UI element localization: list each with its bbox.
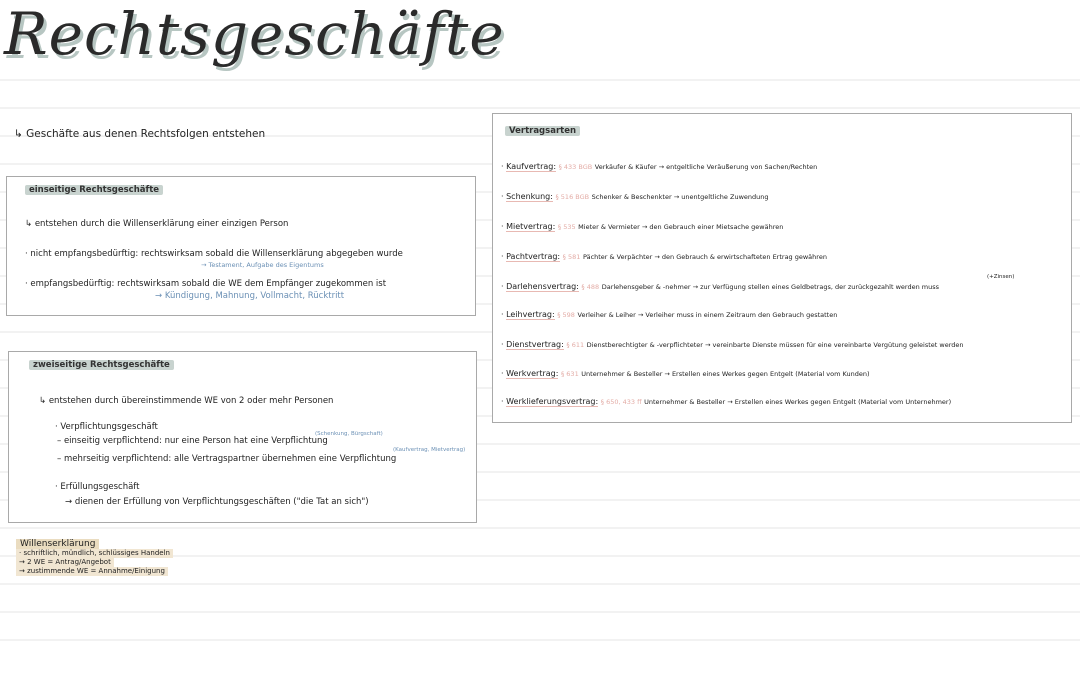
- einseitig-note: (Schenkung, Bürgschaft): [315, 431, 383, 437]
- list-item: · Leihvertrag: § 598 Verleiher & Leiher → Verleiher muss in einem Zeitraum den Gebrauch gestatten: [501, 310, 838, 319]
- list-item: · Dienstvertrag: § 611 Dienstberechtigter & -verpflichteter → vereinbarte Dienste müssen für eine vereinbarte Vergütung geleistet werden: [501, 340, 964, 349]
- list-item: · Werklieferungsvertrag: § 650, 433 ff Unternehmer & Besteller → Erstellen eines Werkes gegen Entgelt (Material vom Unternehmer): [501, 397, 952, 406]
- vertragsarten-box: [492, 113, 1072, 423]
- empfangsbeduerftig-text: rechtswirksam sobald die WE dem Empfänger zugekommen ist: [117, 279, 387, 289]
- page-subtitle: ↳ Geschäfte aus denen Rechtsfolgen entstehen: [14, 128, 266, 140]
- zweiseitige-definition: ↳ entstehen durch übereinstimmende WE von 2 oder mehr Personen: [39, 396, 334, 406]
- page-title: Rechtsgeschäfte: [4, 0, 505, 68]
- erfuellungsgeschaeft-term: · Erfüllungsgeschäft: [55, 482, 140, 492]
- willenserklaerung-line: · schriftlich, mündlich, schlüssiges Handeln: [16, 549, 173, 558]
- einseitige-heading: einseitige Rechtsgeschäfte: [25, 185, 163, 195]
- list-item: · Kaufvertrag: § 433 BGB Verkäufer & Käufer → entgeltliche Veräußerung von Sachen/Rechten: [501, 162, 818, 171]
- willenserklaerung-line: → zustimmende WE = Annahme/Einigung: [16, 567, 168, 576]
- empfangsbeduerftig-example: → Kündigung, Mahnung, Vollmacht, Rücktritt: [155, 291, 345, 301]
- zweiseitige-box: [8, 351, 477, 523]
- zinsen-note: (+Zinsen): [987, 274, 1015, 280]
- verpflichtungsgeschaeft-term: · Verpflichtungsgeschäft: [55, 422, 158, 432]
- list-item: · Werkvertrag: § 631 Unternehmer & Besteller → Erstellen eines Werkes gegen Entgelt (Material vom Kunden): [501, 369, 870, 378]
- willenserklaerung-heading: Willenserklärung: [16, 539, 99, 549]
- list-item: · Schenkung: § 516 BGB Schenker & Beschenkter → unentgeltliche Zuwendung: [501, 192, 769, 201]
- vertragsarten-heading: Vertragsarten: [505, 126, 580, 136]
- willenserklaerung-line: → 2 WE = Antrag/Angebot: [16, 558, 114, 567]
- mehrseitig-verpflichtend: – mehrseitig verpflichtend: alle Vertragspartner übernehmen eine Verpflichtung: [57, 454, 397, 464]
- einseitige-definition: ↳ entstehen durch die Willenserklärung einer einzigen Person: [25, 219, 289, 229]
- list-item: · Pachtvertrag: § 581 Pächter & Verpächter → den Gebrauch & erwirtschafteten Ertrag gewähren: [501, 252, 827, 261]
- nicht-empfangsbeduerftig-example: → Testament, Aufgabe des Eigentums: [201, 261, 324, 269]
- willenserklaerung-note: [16, 540, 173, 576]
- empfangsbeduerftig-term: · empfangsbedürftig:: [25, 279, 115, 289]
- list-item: · Darlehensvertrag: § 488 Darlehensgeber & -nehmer → zur Verfügung stellen eines Geldbetrags, der zurückgezahlt werden muss: [501, 282, 939, 291]
- mehrseitig-note: (Kaufvertrag, Mietvertrag): [393, 447, 466, 453]
- list-item: · Mietvertrag: § 535 Mieter & Vermieter → den Gebrauch einer Mietsache gewähren: [501, 222, 784, 231]
- nicht-empfangsbeduerftig-text: rechtswirksam sobald die Willenserklärung abgegeben wurde: [140, 249, 403, 259]
- einseitige-box: [6, 176, 476, 316]
- erfuellungsgeschaeft-line: → dienen der Erfüllung von Verpflichtungsgeschäften ("die Tat an sich"): [65, 497, 369, 507]
- zweiseitige-heading: zweiseitige Rechtsgeschäfte: [29, 360, 174, 370]
- einseitig-verpflichtend: – einseitig verpflichtend: nur eine Person hat eine Verpflichtung: [57, 436, 328, 446]
- nicht-empfangsbeduerftig-term: · nicht empfangsbedürftig:: [25, 249, 139, 259]
